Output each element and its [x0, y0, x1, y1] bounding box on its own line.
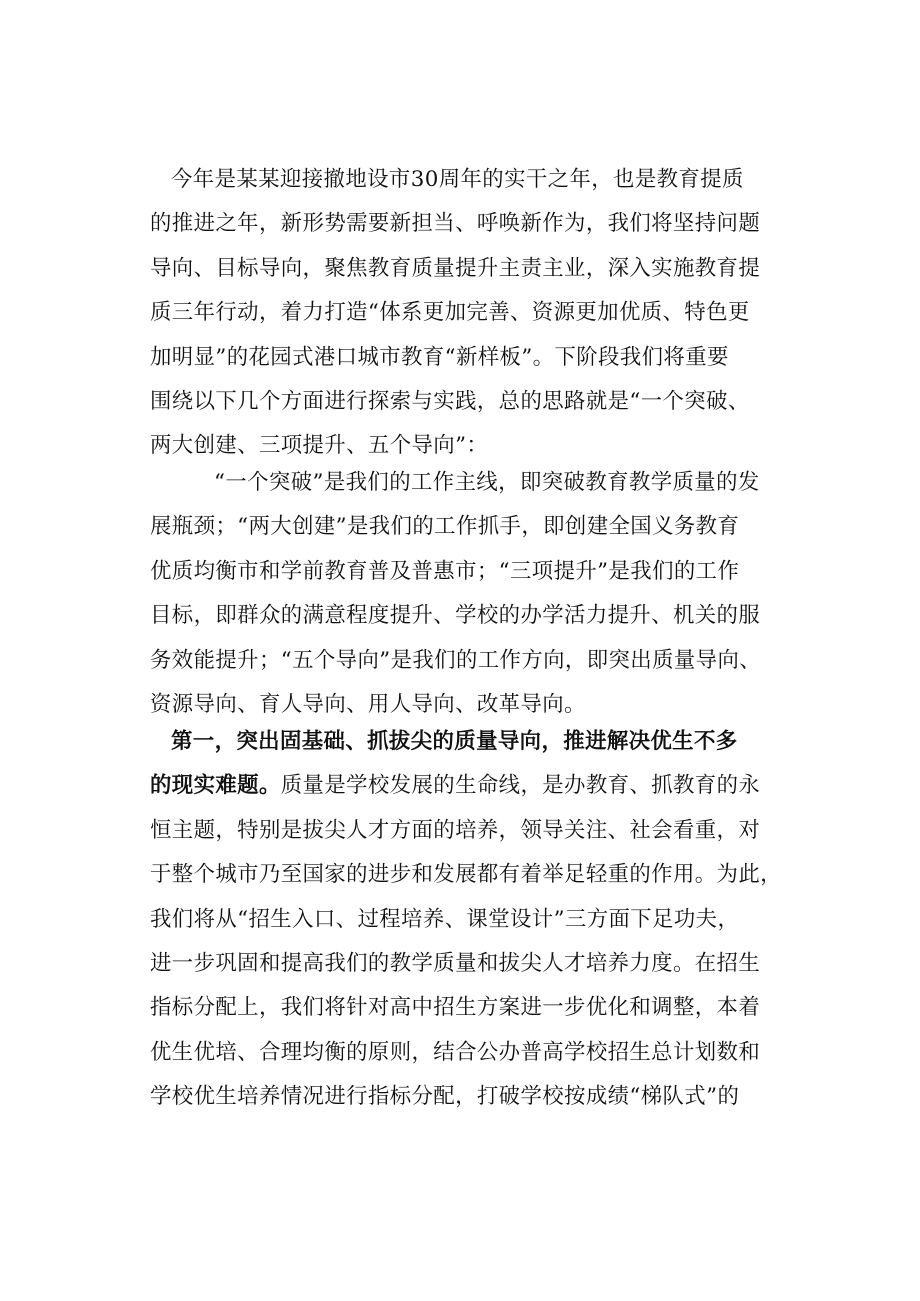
paragraph-2-line-5: 务效能提升；“五个导向”是我们的工作方向，即突出质量导向、 — [150, 647, 762, 673]
paragraph-1-line-6: 围绕以下几个方面进行探索与实践，总的思路就是“一个突破、 — [150, 388, 750, 414]
paragraph-3-line-8: 优生优培、合理均衡的原则，结合公办普高学校招生总计划数和 — [150, 1039, 761, 1065]
paragraph-2-line-6: 资源导向、育人导向、用人导向、改革导向。 — [150, 691, 586, 717]
paragraph-3-line-6: 进一步巩固和提高我们的教学质量和拔尖人才培养力度。在招生 — [150, 950, 761, 976]
paragraph-1-line-3: 导向、目标导向，聚焦教育质量提升主责主业，深入实施教育提 — [150, 255, 761, 281]
paragraph-1-line-4: 质三年行动，着力打造“体系更加完善、资源更加优质、特色更 — [150, 300, 750, 326]
paragraph-1-line-2: 的推进之年，新形势需要新担当、呼唤新作为，我们将坚持问题 — [150, 211, 761, 237]
paragraph-3-heading-line-1: 第一，突出固基础、抓拔尖的质量导向，推进解决优生不多 — [171, 729, 738, 754]
paragraph-2-line-2: 展瓶颈；“两大创建”是我们的工作抓手，即创建全国义务教育 — [150, 514, 740, 540]
paragraph-3-line-2 — [150, 764, 800, 808]
paragraph-3-line-4: 于整个城市乃至国家的进步和发展都有着举足轻重的作用。为此， — [150, 862, 782, 888]
paragraph-1-line-7: 两大创建、三项提升、五个导向”： — [150, 433, 489, 459]
paragraph-3-line-3: 恒主题，特别是拔尖人才方面的培养，领导关注、社会看重，对 — [150, 817, 761, 843]
paragraph-2-line-1: “一个突破”是我们的工作主线，即突破教育教学质量的发 — [214, 470, 760, 495]
paragraph-3-line-7: 指标分配上，我们将针对高中招生方案进一步优化和调整，本着 — [150, 995, 761, 1021]
paragraph-3-line-2-rest: 质量是学校发展的生命线，是办教育、抓教育的永 — [280, 773, 761, 799]
paragraph-3-line-5: 我们将从“招生入口、过程培养、课堂设计”三方面下足功夫， — [150, 906, 740, 932]
paragraph-1 — [150, 158, 800, 469]
paragraph-3-heading-line-2: 的现实难题。 — [150, 773, 281, 799]
paragraph-2-line-4: 目标，即群众的满意程度提升、学校的办学活力提升、机关的服 — [150, 603, 761, 629]
paragraph-1-line-1: 今年是某某迎接撤地设市30周年的实干之年，也是教育提质 — [171, 167, 744, 192]
paragraph-3 — [150, 720, 800, 1120]
paragraph-3-line-9: 学校优生培养情况进行指标分配，打破学校按成绩“梯队式”的 — [150, 1084, 740, 1110]
paragraph-1-line-5: 加明显”的花园式港口城市教育“新样板”。下阶段我们将重要 — [150, 344, 729, 370]
paragraph-2-line-3: 优质均衡市和学前教育普及普惠市；“三项提升”是我们的工作 — [150, 558, 740, 584]
paragraph-2 — [150, 461, 800, 727]
